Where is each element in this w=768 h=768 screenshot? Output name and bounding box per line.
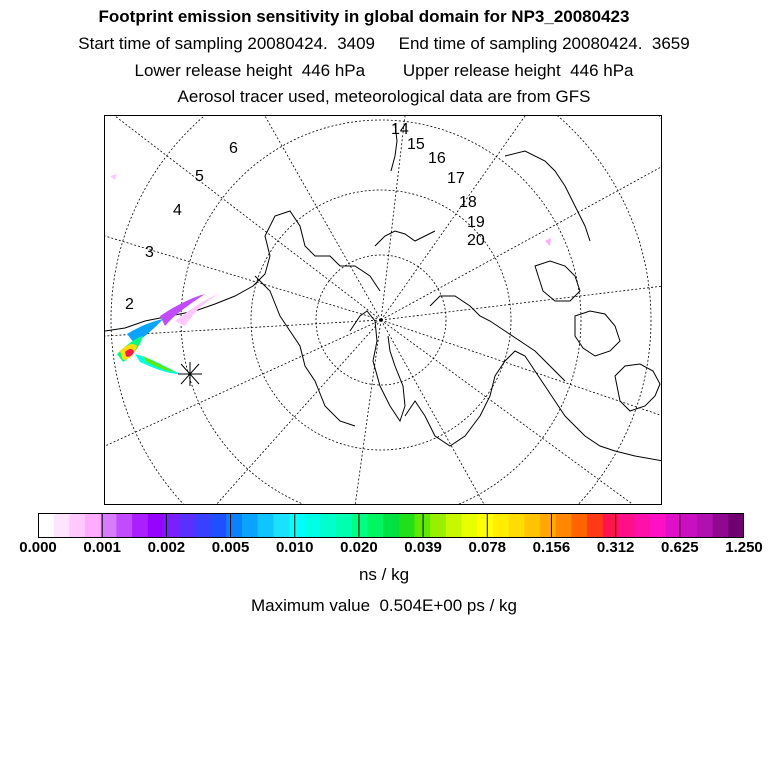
colorbar-swatch: [681, 513, 697, 538]
hour-label: 18: [459, 194, 477, 211]
colorbar-swatch: [226, 513, 242, 538]
colorbar-tick-label: 0.010: [275, 539, 314, 556]
colorbar-tick-label: 0.020: [340, 539, 378, 556]
colorbar-swatch: [509, 513, 525, 538]
colorbar-swatch: [116, 513, 132, 538]
colorbar-swatch: [179, 513, 195, 538]
coastline-greenland: [350, 311, 405, 421]
meridian: [381, 116, 525, 320]
colorbar-swatch: [571, 513, 587, 538]
meridian: [381, 320, 485, 505]
colorbar-swatch: [383, 513, 399, 538]
latitude-circle: [105, 116, 662, 505]
coastline-arctic-islands: [375, 231, 435, 246]
hour-label: 14: [391, 121, 409, 138]
hour-label: 2: [125, 296, 134, 313]
meridian: [381, 166, 662, 320]
colorbar-swatch: [195, 513, 211, 538]
colorbar-tick-label: 0.002: [147, 539, 186, 556]
colorbar-tick-label: 0.005: [211, 539, 250, 556]
colorbar-tick-label: 0.156: [532, 539, 571, 556]
colorbar: [38, 513, 744, 538]
meridian: [115, 116, 381, 320]
plume-blue: [127, 319, 163, 344]
colorbar-swatch: [697, 513, 713, 538]
coastline-alaska: [505, 151, 590, 241]
colorbar-swatch: [305, 513, 321, 538]
plume-speck: [545, 238, 551, 246]
colorbar-unit: ns / kg: [358, 565, 410, 584]
colorbar-swatch: [446, 513, 462, 538]
hour-label: 5: [195, 168, 204, 185]
colorbar-swatch: [728, 513, 744, 538]
colorbar-swatch: [242, 513, 258, 538]
hour-label: 3: [145, 244, 154, 261]
colorbar-tick-label: 0.000: [19, 539, 57, 556]
coastline-arctic-archipelago: [255, 276, 355, 426]
colorbar-tick-label: 0.039: [404, 539, 442, 556]
meridian: [381, 286, 662, 320]
colorbar-swatch: [54, 513, 70, 538]
hour-label: 17: [447, 170, 465, 187]
colorbar-swatch: [493, 513, 509, 538]
colorbar-swatch: [540, 513, 556, 538]
meridians: [105, 116, 662, 505]
colorbar-swatch: [38, 513, 54, 538]
latitude-circle: [181, 120, 581, 505]
hour-label: 15: [407, 136, 425, 153]
colorbar-swatch: [101, 513, 117, 538]
colorbar-swatch: [211, 513, 227, 538]
tracer-info-line: Aerosol tracer used, meteorological data are from GFS: [177, 87, 591, 106]
colorbar-swatch: [650, 513, 666, 538]
colorbar-swatch: [477, 513, 493, 538]
colorbar-swatch: [336, 513, 352, 538]
colorbar-swatch: [634, 513, 650, 538]
colorbar-swatch: [352, 513, 368, 538]
colorbar-swatch: [462, 513, 478, 538]
coastline-island: [535, 261, 580, 301]
hour-label: 20: [467, 232, 485, 249]
colorbar-swatch: [69, 513, 85, 538]
meridian: [265, 116, 381, 320]
colorbar-swatch: [556, 513, 572, 538]
hour-label: 6: [229, 140, 238, 157]
hour-label: 4: [173, 202, 182, 219]
colorbar-tick-label: 0.625: [661, 539, 699, 556]
latitude-circles: [105, 116, 662, 505]
sampling-time-line: Start time of sampling 20080424. 3409 End time of sampling 20080424. 3659: [78, 34, 690, 53]
colorbar-tick-label: 1.250: [725, 539, 763, 556]
colorbar-swatch: [713, 513, 729, 538]
maximum-value-label: Maximum value 0.504E+00 ps / kg: [251, 596, 517, 615]
colorbar-swatch: [587, 513, 603, 538]
plume-speck: [110, 174, 117, 180]
meridian: [381, 116, 405, 320]
release-point-marker: [178, 362, 202, 386]
colorbar-tick-label: 0.078: [468, 539, 507, 556]
release-height-line: Lower release height 446 hPa Upper release height 446 hPa: [134, 61, 634, 80]
meridian: [381, 320, 662, 416]
colorbar-swatch: [273, 513, 289, 538]
colorbar-swatch: [367, 513, 383, 538]
meridian: [105, 320, 381, 446]
colorbar-swatch: [603, 513, 619, 538]
colorbar-swatch: [320, 513, 336, 538]
colorbar-swatch: [148, 513, 164, 538]
colorbar-swatch: [258, 513, 274, 538]
colorbar-swatch: [399, 513, 415, 538]
coastline-scandinavia: [575, 311, 620, 356]
colorbar-tick-label: 0.001: [83, 539, 121, 556]
meridian: [355, 320, 381, 505]
colorbar-swatch: [618, 513, 634, 538]
hour-label: 19: [467, 214, 485, 231]
meridian: [381, 320, 635, 505]
map-title: Footprint emission sensitivity in global domain for NP3_20080423: [98, 7, 630, 26]
coastline-siberia: [430, 296, 565, 381]
colorbar-swatch: [85, 513, 101, 538]
map-panel: [104, 115, 662, 505]
colorbar-tick-label: 0.312: [596, 539, 635, 556]
colorbar-swatch: [524, 513, 540, 538]
polar-map: [105, 116, 662, 505]
colorbar-swatch: [132, 513, 148, 538]
colorbar-swatch: [289, 513, 305, 538]
meridian: [215, 320, 381, 505]
coastlines: [105, 124, 662, 461]
colorbar-swatch: [430, 513, 446, 538]
coastline-north-america: [105, 211, 380, 331]
hour-label: 16: [428, 150, 446, 167]
